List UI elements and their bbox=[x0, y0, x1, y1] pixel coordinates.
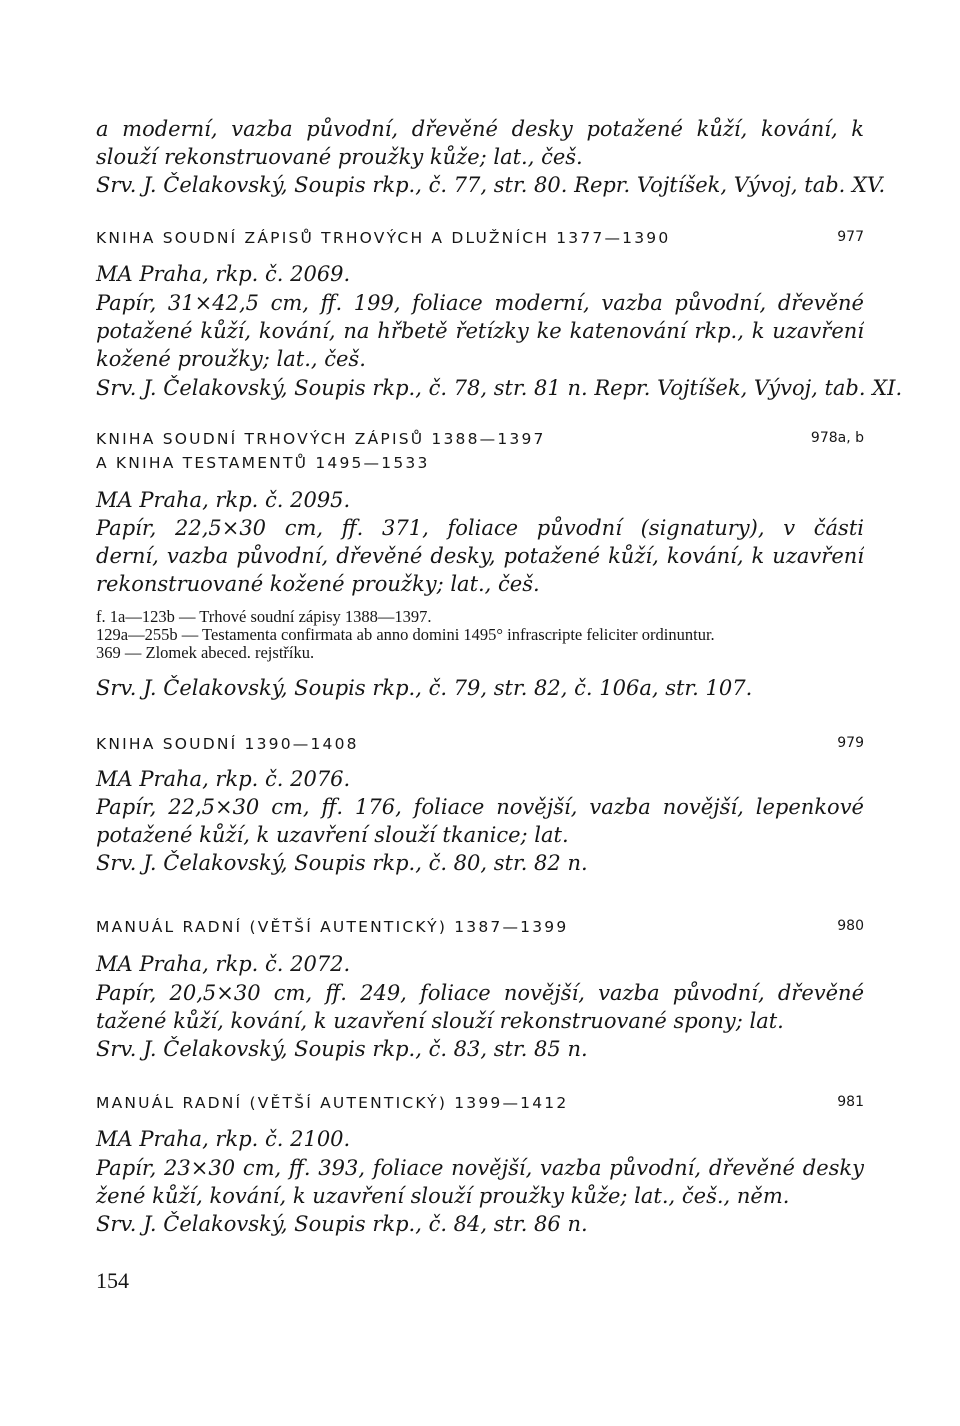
entry-981-desc-2: žené kůží, kování, k uzavření slouží proužky kůže; lat., češ., něm. bbox=[96, 1184, 790, 1208]
entry-979-title: KNIHA SOUDNÍ 1390—1408 bbox=[96, 735, 359, 753]
top-reference: Srv. J. Čelakovský, Soupis rkp., č. 77, str. 80. Repr. Vojtíšek, Vývoj, tab. XV. bbox=[96, 173, 886, 197]
entry-977-reference: Srv. J. Čelakovský, Soupis rkp., č. 78, str. 81 n. Repr. Vojtíšek, Vývoj, tab. XI. bbox=[96, 376, 903, 400]
entry-978-content-1: f. 1a—123b — Trhové soudní zápisy 1388—1397. bbox=[96, 607, 432, 626]
entry-980-heading bbox=[96, 918, 864, 942]
entry-978-heading bbox=[96, 430, 864, 454]
entry-980-desc-2: tažené kůží, kování, k uzavření slouží rekonstruované spony; lat. bbox=[96, 1009, 784, 1033]
entry-978-desc-1: Papír, 22,5×30 cm, ff. 371, foliace původní (signatury), v části bbox=[96, 516, 864, 540]
document-page bbox=[96, 0, 903, 1426]
entry-981-reference: Srv. J. Čelakovský, Soupis rkp., č. 84, str. 86 n. bbox=[96, 1212, 588, 1236]
top-line-1: a moderní, vazba původní, dřevěné desky potažené kůží, kování, k bbox=[96, 117, 864, 141]
entry-977-title: KNIHA SOUDNÍ ZÁPISŮ TRHOVÝCH A DLUŽNÍCH 1377—1390 bbox=[96, 229, 671, 247]
entry-978-reference: Srv. J. Čelakovský, Soupis rkp., č. 79, str. 82, č. 106a, str. 107. bbox=[96, 676, 753, 700]
entry-978-content-2: 129a—255b — Testamenta confirmata ab anno domini 1495° infrascripte feliciter ordinuntur. bbox=[96, 625, 715, 644]
entry-977-number: 977 bbox=[837, 229, 864, 245]
entry-978-desc-2: derní, vazba původní, dřevěné desky, potažené kůží, kování, k uzavření bbox=[96, 544, 864, 568]
entry-979-desc-2: potažené kůží, k uzavření slouží tkanice; lat. bbox=[96, 823, 569, 847]
entry-977-heading bbox=[96, 229, 864, 253]
entry-977-desc-3: kožené proužky; lat., češ. bbox=[96, 347, 366, 371]
entry-981-archive: MA Praha, rkp. č. 2100. bbox=[96, 1127, 351, 1151]
entry-978-desc-3: rekonstruované kožené proužky; lat., češ. bbox=[96, 572, 540, 596]
entry-979-heading bbox=[96, 735, 864, 759]
entry-978-content-3: 369 — Zlomek abeced. rejstříku. bbox=[96, 643, 315, 662]
entry-978-number: 978a, b bbox=[810, 430, 864, 446]
entry-979-number: 979 bbox=[837, 735, 864, 751]
entry-977-archive: MA Praha, rkp. č. 2069. bbox=[96, 262, 351, 286]
entry-978-title-1: KNIHA SOUDNÍ TRHOVÝCH ZÁPISŮ 1388—1397 bbox=[96, 430, 546, 448]
entry-981-desc-1: Papír, 23×30 cm, ff. 393, foliace novější, vazba původní, dřevěné desky bbox=[96, 1156, 864, 1180]
entry-977-desc-1: Papír, 31×42,5 cm, ff. 199, foliace moderní, vazba původní, dřevěné bbox=[96, 291, 864, 315]
entry-980-reference: Srv. J. Čelakovský, Soupis rkp., č. 83, str. 85 n. bbox=[96, 1037, 588, 1061]
entry-981-heading bbox=[96, 1094, 864, 1118]
entry-979-archive: MA Praha, rkp. č. 2076. bbox=[96, 767, 351, 791]
entry-980-title: MANUÁL RADNÍ (VĚTŠÍ AUTENTICKÝ) 1387—1399 bbox=[96, 918, 569, 936]
entry-978-heading-2 bbox=[96, 454, 864, 478]
entry-981-number: 981 bbox=[837, 1094, 864, 1110]
top-line-2: slouží rekonstruované proužky kůže; lat., češ. bbox=[96, 145, 583, 169]
entry-979-desc-1: Papír, 22,5×30 cm, ff. 176, foliace novější, vazba novější, lepenkové bbox=[96, 795, 864, 819]
entry-980-archive: MA Praha, rkp. č. 2072. bbox=[96, 952, 351, 976]
entry-980-desc-1: Papír, 20,5×30 cm, ff. 249, foliace novější, vazba původní, dřevěné bbox=[96, 981, 864, 1005]
page-number: 154 bbox=[96, 1268, 129, 1293]
entry-977-desc-2: potažené kůží, kování, na hřbetě řetízky ke katenování rkp., k uzavření bbox=[96, 319, 864, 343]
entry-978-archive: MA Praha, rkp. č. 2095. bbox=[96, 488, 351, 512]
entry-978-title-2: A KNIHA TESTAMENTŮ 1495—1533 bbox=[96, 454, 430, 472]
entry-979-reference: Srv. J. Čelakovský, Soupis rkp., č. 80, str. 82 n. bbox=[96, 851, 588, 875]
entry-981-title: MANUÁL RADNÍ (VĚTŠÍ AUTENTICKÝ) 1399—1412 bbox=[96, 1094, 569, 1112]
entry-980-number: 980 bbox=[837, 918, 864, 934]
